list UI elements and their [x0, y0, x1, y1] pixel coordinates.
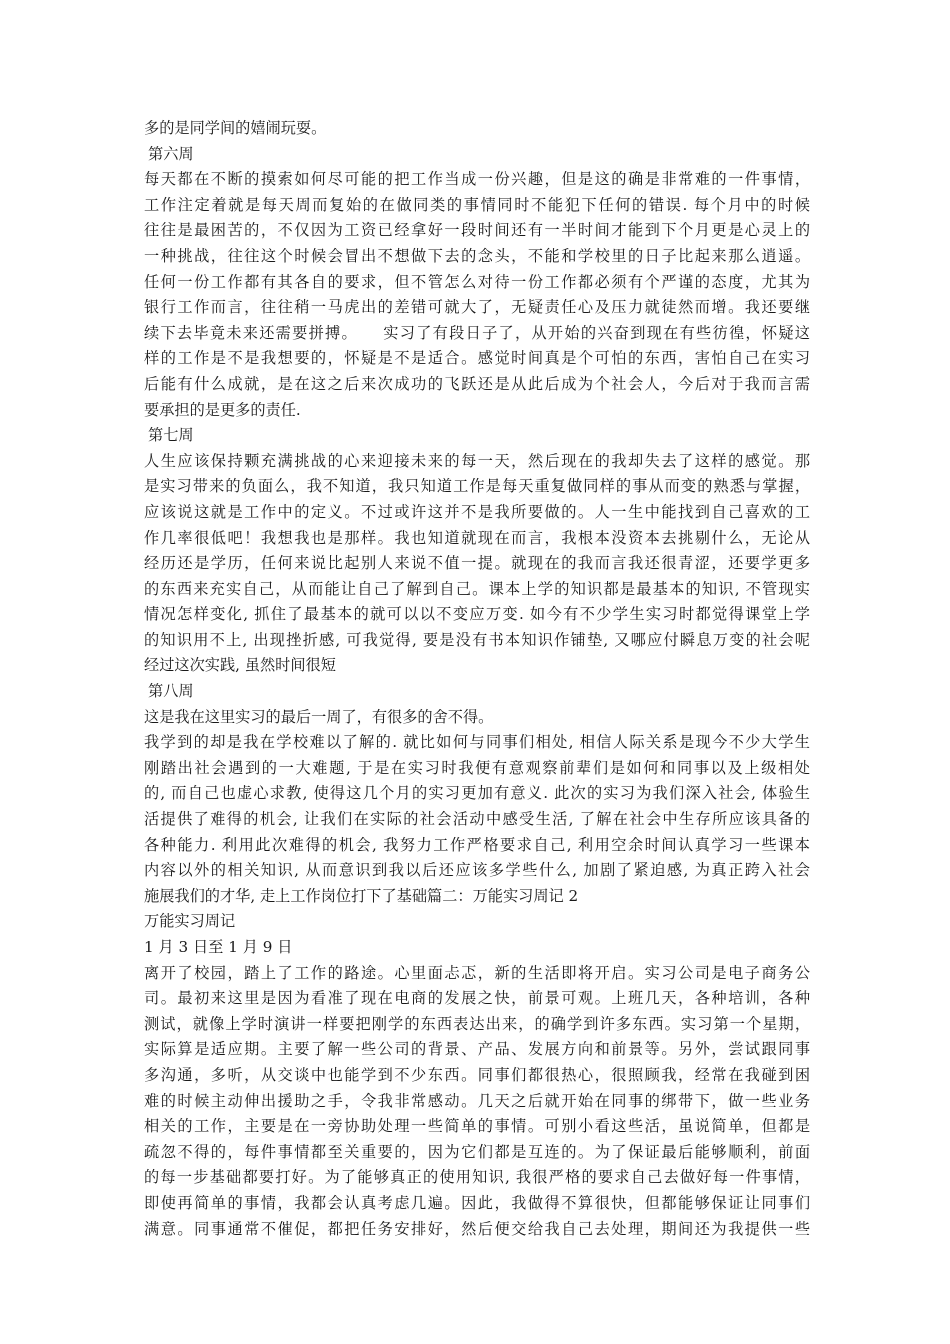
- text-line: 样的工作是不是我想要的，怀疑是不是适合。感觉时间真是个可怕的东西，害怕自己在实习: [144, 349, 810, 368]
- text-line: 我学到的却是我在学校难以了解的. 就比如何与同事们相处, 相信人际关系是现今不少大学生: [144, 733, 810, 752]
- text-line: 实际算是适应期。主要了解一些公司的背景、产品、发展方向和前景等。另外，尝试跟同事: [144, 1040, 810, 1059]
- date-range: 1 月 3 日至 1 月 9 日: [144, 938, 293, 956]
- text-line: 满意。同事通常不催促，都把任务安排好，然后便交给我自己去处理，期间还为我提供一些: [144, 1219, 810, 1238]
- text-line: 续下去毕竟未来还需要拼搏。 实习了有段日子了，从开始的兴奋到现在有些彷徨，怀疑这: [144, 323, 810, 342]
- text-line: 相关的工作，主要是在一旁协助处理一些简单的事情。可别小看这些活，虽说简单，但都是: [144, 1117, 810, 1136]
- text-line: 的东西来充实自己，从而能让自己了解到自己。课本上学的知识都是最基本的知识, 不管现实: [144, 579, 810, 598]
- text-line: 后能有什么成就，是在这之后来次成功的飞跃还是从此后成为个社会人，今后对于我而言需: [144, 374, 810, 393]
- text-line: 即使再简单的事情，我都会认真考虑几遍。因此，我做得不算很快，但都能够保证让同事们: [144, 1193, 810, 1212]
- text-line: 各种能力. 利用此次难得的机会, 我努力工作严格要求自己, 利用空余时间认真学习一些课本: [144, 835, 810, 854]
- text-line: 一种挑战，往往这个时候会冒出不想做下去的念头，不能和学校里的日子比起来那么逍遥。: [144, 246, 810, 265]
- text-line: 难的时候主动伸出援助之手，令我非常感动。几天之后就开始在同事的绑带下，做一些业务: [144, 1091, 810, 1110]
- text-line: 这是我在这里实习的最后一周了，有很多的舍不得。: [144, 707, 494, 726]
- text-line: 司。最初来这里是因为看准了现在电商的发展之快，前景可观。上班几天，各种培训，各种: [144, 989, 810, 1008]
- document-body: [144, 116, 810, 1242]
- text-line: 经历还是学历，任何来说比起别人来说不值一提。就现在的我而言我还很青涩，还要学更多: [144, 554, 810, 573]
- text-line: 工作注定着就是每天周而复始的在做同类的事情同时不能犯下任何的错误. 每个月中的时候: [144, 195, 810, 214]
- text-line: 多沟通，多听，从交谈中也能学到不少东西。同事们都很热心，很照顾我，经常在我碰到困: [144, 1065, 810, 1084]
- text-line: 经过这次实践, 虽然时间很短: [144, 656, 336, 675]
- text-line: 内容以外的相关知识, 从而意识到我以后还应该多学些什么, 加剧了紧迫感, 为真正跨入社会: [144, 861, 810, 880]
- text-line: 的, 而自己也虚心求教, 使得这几个月的实习更加有意义. 此次的实习为我们深入社会, 体验生: [144, 784, 810, 803]
- text-line: 施展我们的才华, 走上工作岗位打下了基础篇二：万能实习周记 2: [144, 886, 579, 905]
- text-line: 活提供了难得的机会, 让我们在实际的社会活动中感受生活, 了解在社会中生存所应该具备的: [144, 810, 810, 829]
- text-line: 应该说这就是工作中的定义。不过或许这并不是我所要做的。人一生中能找到自己喜欢的工: [144, 502, 810, 521]
- text-line: 情况怎样变化, 抓住了最基本的就可以以不变应万变. 如今有不少学生实习时都觉得课堂上学: [144, 605, 810, 624]
- text-line: 要承担的是更多的责任.: [144, 400, 301, 419]
- text-line: 的知识用不上, 出现挫折感, 可我觉得, 要是没有书本知识作铺垫, 又哪应付瞬息万变的社会呢: [144, 630, 810, 649]
- text-line: 是实习带来的负面么，我不知道，我只知道工作是每天重复做同样的事从而变的熟悉与掌握，: [144, 477, 810, 496]
- text-line: 的每一步基础都要打好。为了能够真正的使用知识, 我很严格的要求自己去做好每一件事情，: [144, 1168, 810, 1187]
- text-line: 作几率很低吧！我想我也是那样。我也知道就现在而言，我根本没资本去挑剔什么，无论从: [144, 528, 810, 547]
- sub-title: 万能实习周记: [144, 912, 236, 931]
- text-line: 离开了校园，踏上了工作的路途。心里面忐忑，新的生活即将开启。实习公司是电子商务公: [144, 963, 810, 982]
- text-line: 银行工作而言，往往稍一马虎出的差错可就大了，无疑责任心及压力就徒然而增。我还要继: [144, 298, 810, 317]
- text-line: 人生应该保持颗充满挑战的心来迎接未来的每一天，然后现在的我却失去了这样的感觉。那: [144, 451, 810, 470]
- section-heading-week6: 第六周: [148, 144, 194, 163]
- text-line: 疏忽不得的，每件事情都至关重要的，因为它们都是互连的。为了保证最后能够顺利，前面: [144, 1142, 810, 1161]
- text-line: 测试，就像上学时演讲一样要把刚学的东西表达出来，的确学到许多东西。实习第一个星期，: [144, 1014, 810, 1033]
- text-line: 任何一份工作都有其各自的要求，但不管怎么对待一份工作都必须有个严谨的态度，尤其为: [144, 272, 810, 291]
- section-heading-week8: 第八周: [148, 682, 194, 701]
- text-line: 刚踏出社会遇到的一大难题, 于是在实习时我便有意观察前辈们是如何和同事以及上级相处: [144, 758, 810, 777]
- section-heading-week7: 第七周: [148, 426, 194, 445]
- text-line: 多的是同学间的嬉闹玩耍。: [144, 119, 327, 137]
- text-line: 往往是最困苦的，不仅因为工资已经拿好一段时间还有一半时间才能到下个月更是心灵上的: [144, 221, 810, 240]
- text-line: 每天都在不断的摸索如何尽可能的把工作当成一份兴趣，但是这的确是非常难的一件事情，: [144, 170, 810, 189]
